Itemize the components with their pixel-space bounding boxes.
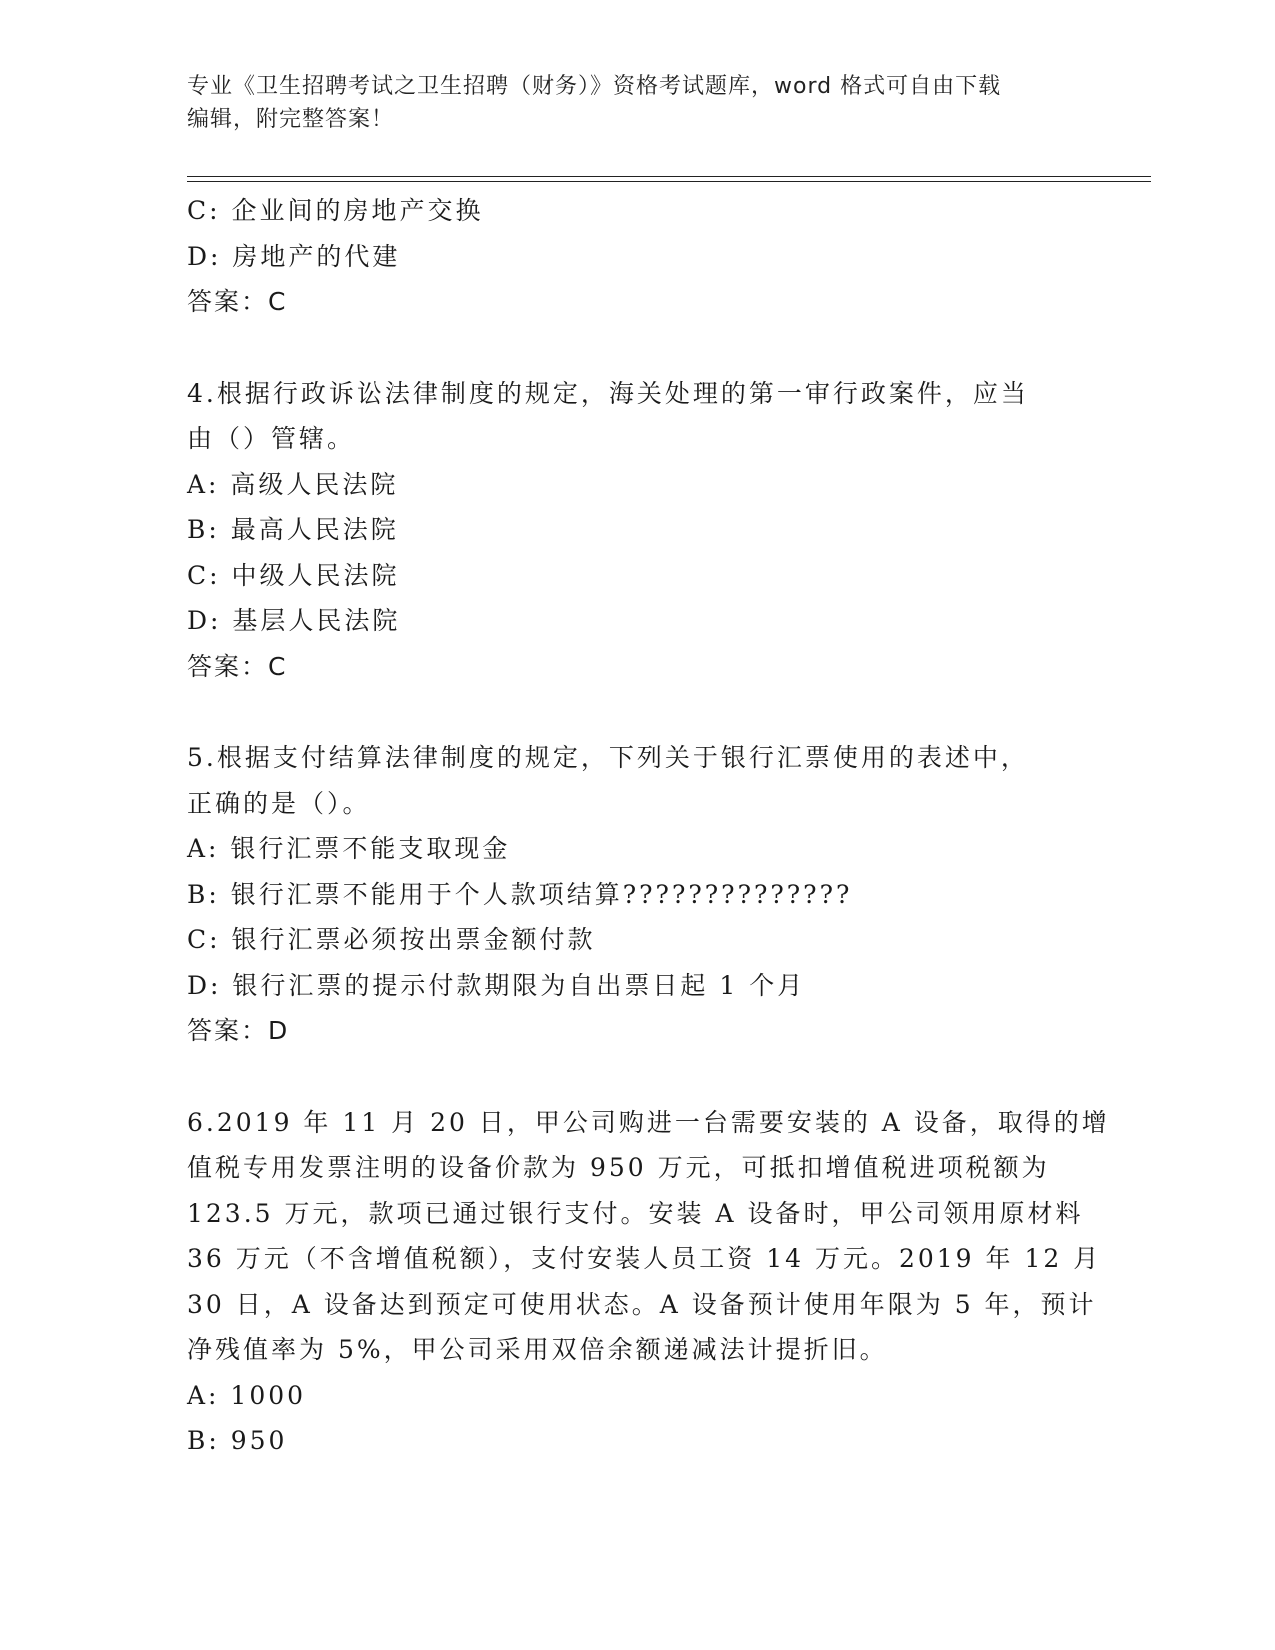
option-c: C: 企业间的房地产交换 xyxy=(187,196,484,225)
option-b: B: 最高人民法院 xyxy=(187,515,399,544)
question-stem: 30 日，A 设备达到预定可使用状态。A 设备预计使用年限为 5 年，预计 xyxy=(187,1289,1097,1319)
question-stem: 值税专用发票注明的设备价款为 950 万元，可抵扣增值税进项税额为 xyxy=(187,1153,1050,1182)
option-a: A: 1000 xyxy=(187,1380,307,1410)
spacer xyxy=(187,689,1087,735)
option-d: D: 房地产的代建 xyxy=(187,241,401,271)
question-5 xyxy=(187,735,1087,1054)
spacer xyxy=(187,325,1087,371)
question-stem: 4.根据行政诉讼法律制度的规定，海关处理的第一审行政案件，应当 xyxy=(187,378,1029,408)
spacer xyxy=(187,1054,1087,1100)
answer: 答案：D xyxy=(187,1016,290,1045)
option-a: A: 高级人民法院 xyxy=(187,469,399,499)
question-6 xyxy=(187,1100,1110,1464)
question-stem: 6.2019 年 11 月 20 日，甲公司购进一台需要安装的 A 设备，取得的增 xyxy=(187,1107,1110,1137)
question-stem: 123.5 万元，款项已通过银行支付。安装 A 设备时，甲公司领用原材料 xyxy=(187,1198,1084,1228)
question-stem: 36 万元（不含增值税额），支付安装人员工资 14 万元。2019 年 12 月 xyxy=(187,1244,1102,1273)
question-stem: 5.根据支付结算法律制度的规定，下列关于银行汇票使用的表述中， xyxy=(187,743,1029,772)
option-d: D: 基层人民法院 xyxy=(187,606,401,635)
header-line-1: 专业《卫生招聘考试之卫生招聘（财务）》资格考试题库，word 格式可自由下载 xyxy=(187,74,1002,99)
question-3 xyxy=(187,188,1087,325)
header-rule-top xyxy=(187,176,1151,177)
question-stem: 净残值率为 5%，甲公司采用双倍余额递减法计提折旧。 xyxy=(187,1335,888,1364)
question-stem: 由（）管辖。 xyxy=(187,424,356,453)
question-list xyxy=(187,188,1110,1464)
option-a: A: 银行汇票不能支取现金 xyxy=(187,834,511,863)
header-line-2: 编辑，附完整答案！ xyxy=(187,107,395,132)
question-4 xyxy=(187,371,1087,690)
header-rule-bottom xyxy=(187,181,1151,182)
option-c: C: 中级人民法院 xyxy=(187,560,400,590)
option-b: B: 银行汇票不能用于个人款项结算?????????????? xyxy=(187,879,853,909)
document-header xyxy=(187,70,1087,136)
option-b: B: 950 xyxy=(187,1426,288,1455)
answer: 答案：C xyxy=(187,287,288,316)
option-d: D: 银行汇票的提示付款期限为自出票日起 1 个月 xyxy=(187,970,806,1000)
option-c: C: 银行汇票必须按出票金额付款 xyxy=(187,925,596,954)
answer: 答案：C xyxy=(187,651,288,681)
question-stem: 正确的是（）。 xyxy=(187,788,371,818)
